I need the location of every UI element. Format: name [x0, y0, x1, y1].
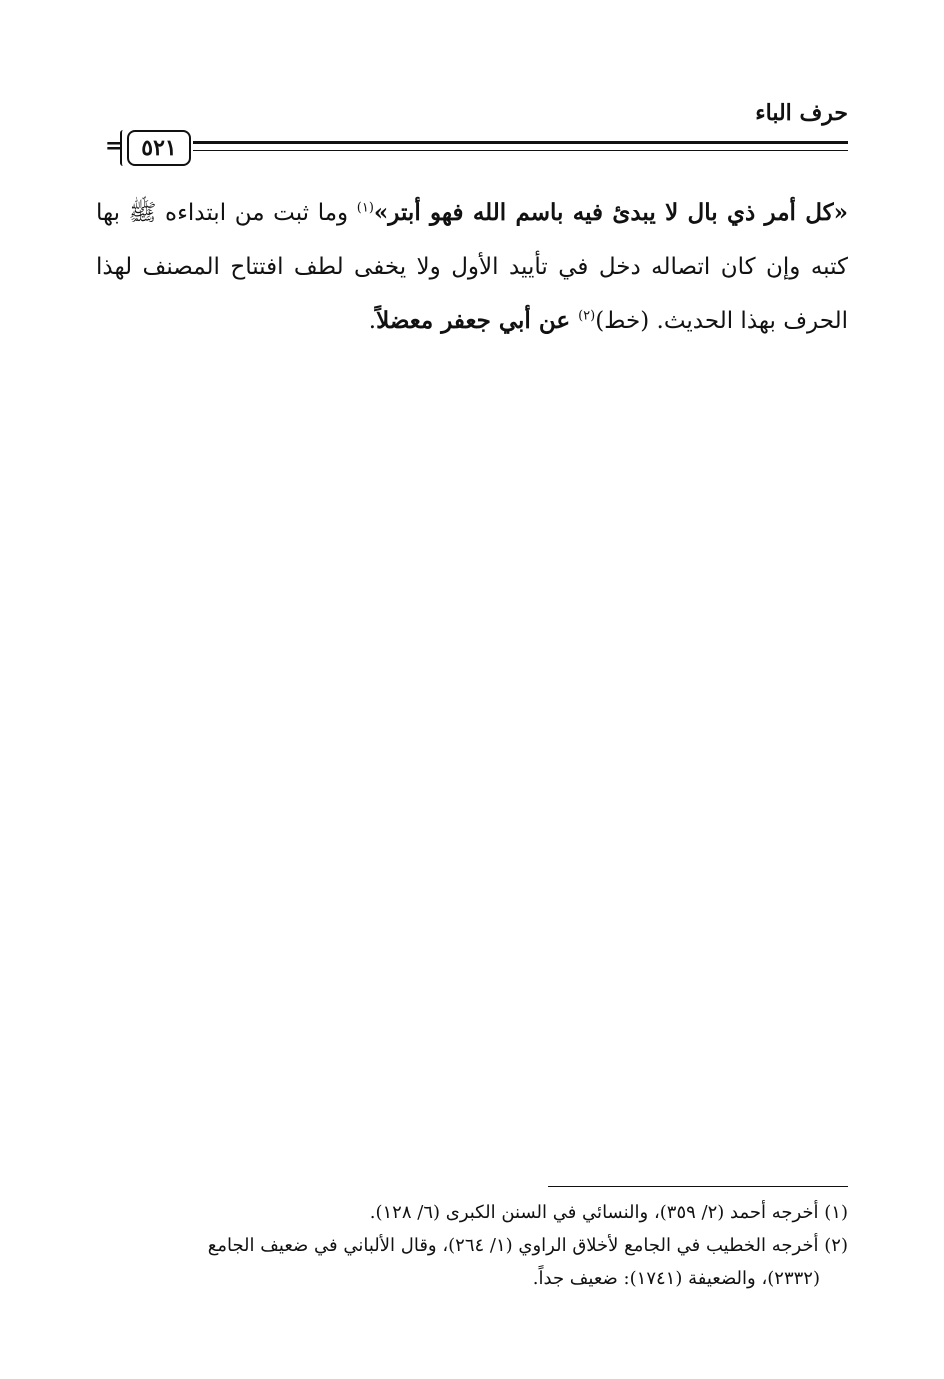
- body-paragraph: [96, 186, 848, 348]
- footnote-ref-2[interactable]: (٢): [578, 308, 596, 324]
- body-bold-part-2: عن أبي جعفر معضلاً: [376, 307, 579, 334]
- hadith-quote: «كل أمر ذي بال لا يبدئ فيه باسم الله فهو أبتر»: [373, 199, 848, 226]
- footnote-2: (٢) أخرجه الخطيب في الجامع لأخلاق الراوي (١/ ٢٦٤)، وقال الألباني في ضعيف الجامع: [207, 1235, 848, 1256]
- footnote-2-continuation: (٢٣٣٢)، والضعيفة (١٧٤١): ضعيف جداً.: [532, 1268, 820, 1289]
- footnote-separator: [548, 1186, 848, 1187]
- footnote-ref-1[interactable]: (١): [356, 200, 374, 216]
- body-text-part-1: وما ثبت من ابتداءه ﷺ بها كتبه وإن كان اتصاله دخل في تأييد الأول ولا يخفى لطف افتتاح المصنف لهذا الحرف بهذا الحديث. (خط): [96, 200, 848, 334]
- footnote-1: (١) أخرجه أحمد (٢/ ٣٥٩)، والنسائي في السنن الكبرى (٦/ ١٢٨).: [369, 1202, 848, 1223]
- running-head-title: حرف الباء: [755, 100, 848, 126]
- header-double-rule: [193, 141, 848, 151]
- header-edge-mark: =: [105, 133, 124, 159]
- page-number: [127, 130, 191, 166]
- body-text-end: .: [368, 308, 377, 334]
- page-number-label: ٥٢١: [141, 135, 177, 161]
- footnotes-section: [96, 1196, 848, 1295]
